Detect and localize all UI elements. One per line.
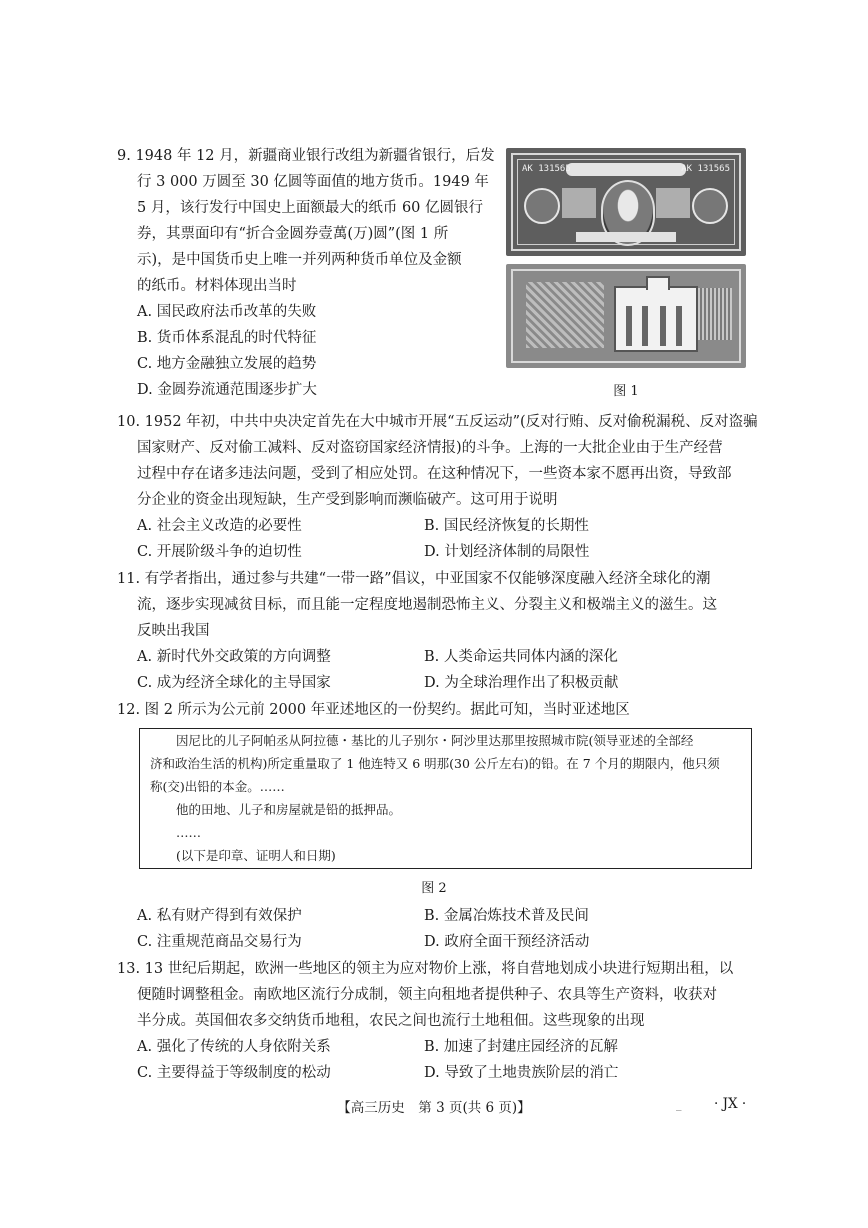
option-b[interactable]: B. 加速了封建庄园经济的瓦解 <box>424 1039 618 1055</box>
option-b[interactable]: B. 货币体系混乱的时代特征 <box>137 330 317 346</box>
option-a[interactable]: A. 强化了传统的人身依附关系 <box>137 1039 331 1055</box>
option-c[interactable]: C. 成为经济全球化的主导国家 <box>137 675 331 691</box>
option-d[interactable]: D. 为全球治理作出了积极贡献 <box>424 675 619 691</box>
option-d[interactable]: D. 政府全面干预经济活动 <box>424 934 590 950</box>
text-line: 12. 图 2 所示为公元前 2000 年亚述地区的一份契约。据此可知，当时亚述地区 <box>117 702 630 718</box>
text-line: 反映出我国 <box>137 623 210 639</box>
text-line: 行 3 000 万圆至 30 亿圆等面值的地方货币。1949 年 <box>137 174 489 190</box>
question-12 <box>117 697 757 723</box>
option-a[interactable]: A. 新时代外交政策的方向调整 <box>137 649 331 665</box>
text-line: 券，其票面印有“折合金圆券壹萬(万)圆”(图 1 所 <box>137 226 449 242</box>
text-line: 国家财产、反对偷工减料、反对盗窃国家经济情报)的斗争。上海的一大批企业由于生产经营 <box>137 440 723 456</box>
text-line: 5 月，该行发行中国史上面额最大的纸币 60 亿圆银行 <box>137 200 484 216</box>
figure-caption: 图 2 <box>421 881 447 896</box>
text-line: 分企业的资金出现短缺，生产受到影响而濒临破产。这可用于说明 <box>137 492 558 508</box>
text-line: 9. 1948 年 12 月，新疆商业银行改组为新疆省银行，后发 <box>117 148 495 164</box>
contract-line: 称(交)出铅的本金。…… <box>150 779 285 794</box>
text-line: 示)，是中国货币史上唯一并列两种货币单位及金额 <box>137 252 462 268</box>
figure-caption: 图 1 <box>613 384 639 399</box>
contract-line: 因尼比的儿子阿帕丞从阿拉德・基比的儿子别尔・阿沙里达那里按照城市院(领导亚述的全部经 <box>176 733 694 748</box>
text-line: 半分成。英国佃农多交纳货币地租，农民之间也流行土地租佃。这些现象的出现 <box>137 1013 645 1029</box>
exam-code: · JX · <box>714 1096 747 1112</box>
contract-line: …… <box>176 825 201 840</box>
question-12-options <box>117 903 757 955</box>
option-b[interactable]: B. 国民经济恢复的长期性 <box>424 518 589 534</box>
option-c[interactable]: C. 注重规范商品交易行为 <box>137 934 302 950</box>
option-a[interactable]: A. 私有财产得到有效保护 <box>137 908 302 924</box>
question-10 <box>117 409 757 565</box>
text-line: 流，逐步实现减贫目标，而且能一定程度地遏制恐怖主义、分裂主义和极端主义的滋生。这 <box>137 597 717 613</box>
text-line: 过程中存在诸多违法问题，受到了相应处罚。在这种情况下，一些资本家不愿再出资，导致部 <box>137 466 732 482</box>
banknote-front-image <box>506 148 746 256</box>
question-11 <box>117 566 757 696</box>
option-b[interactable]: B. 金属冶炼技术普及民间 <box>424 908 589 924</box>
figure-1 <box>506 148 746 399</box>
building-icon <box>614 286 698 352</box>
option-c[interactable]: C. 开展阶级斗争的迫切性 <box>137 544 302 560</box>
option-d[interactable]: D. 计划经济体制的局限性 <box>424 544 590 560</box>
footer-mark: _ <box>676 1098 682 1111</box>
option-c[interactable]: C. 主要得益于等级制度的松动 <box>137 1065 331 1081</box>
page-number: 【高三历史 第 3 页(共 6 页)】 <box>337 1100 531 1116</box>
question-13 <box>117 956 757 1086</box>
contract-line: 他的田地、儿子和房屋就是铅的抵押品。 <box>176 802 402 817</box>
question-9-stem <box>117 143 507 299</box>
option-d[interactable]: D. 金圆券流通范围逐步扩大 <box>137 382 317 398</box>
banknote-back-image <box>506 264 746 368</box>
option-d[interactable]: D. 导致了土地贵族阶层的消亡 <box>424 1065 619 1081</box>
option-c[interactable]: C. 地方金融独立发展的趋势 <box>137 356 317 372</box>
option-a[interactable]: A. 社会主义改造的必要性 <box>137 518 302 534</box>
serial-number: AK 131565 <box>681 164 730 174</box>
option-b[interactable]: B. 人类命运共同体内涵的深化 <box>424 649 618 665</box>
figure-2-contract-box <box>139 728 752 869</box>
question-9 <box>117 143 507 403</box>
contract-line: (以下是印章、证明人和日期) <box>176 848 336 863</box>
option-a[interactable]: A. 国民政府法币改革的失败 <box>137 304 317 320</box>
text-line: 11. 有学者指出，通过参与共建“一带一路”倡议，中亚国家不仅能够深度融入经济全球化的潮 <box>117 571 711 587</box>
text-line: 的纸币。材料体现出当时 <box>137 278 297 294</box>
text-line: 便随时调整租金。南欧地区流行分成制，领主向租地者提供种子、农具等生产资料，收获对 <box>137 987 717 1003</box>
text-line: 10. 1952 年初，中共中央决定首先在大中城市开展“五反运动”(反对行贿、反对偷税漏税、反对盗骗 <box>117 414 758 430</box>
serial-number: AK 131565 <box>522 164 571 174</box>
contract-line: 济和政治生活的机构)所定重量取了 1 他连特又 6 明那(30 公斤左右)的铅。在 7 个月的期限内，他只须 <box>150 756 720 771</box>
text-line: 13. 13 世纪后期起，欧洲一些地区的领主为应对物价上涨，将自营地划成小块进行短期出租，以 <box>117 961 734 977</box>
